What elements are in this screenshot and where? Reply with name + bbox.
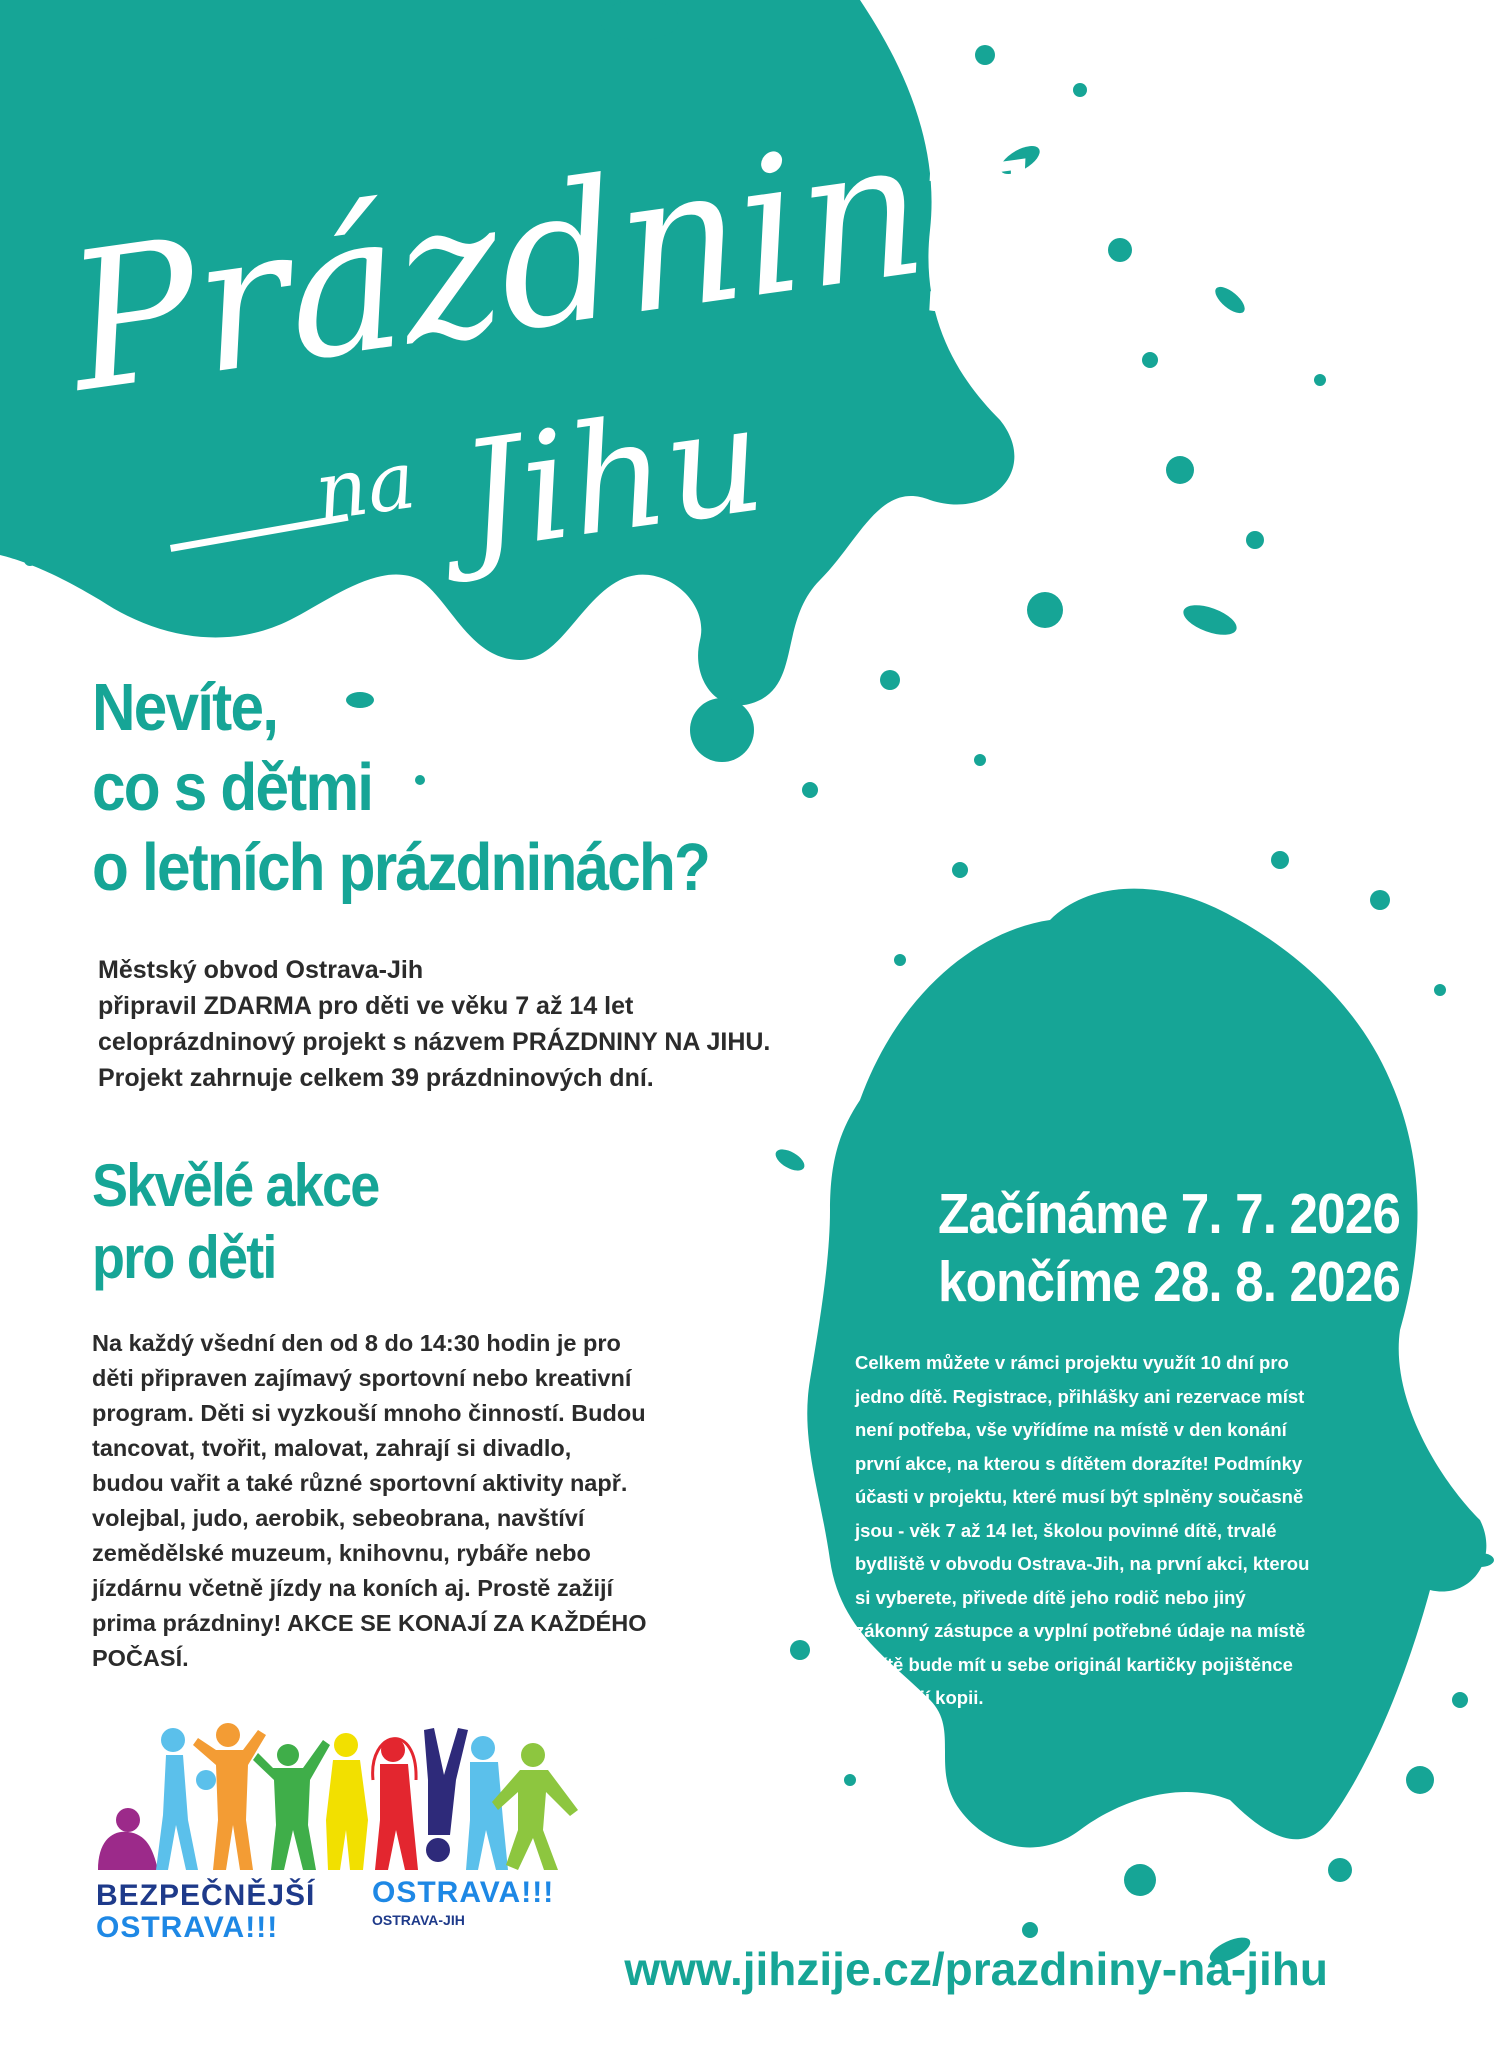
conditions-line: nebo její kopii. (855, 1687, 984, 1708)
title-line2: Jihu (450, 371, 774, 586)
headline-line2: co s dětmi (92, 750, 373, 825)
activities-line: volejbal, judo, aerobik, sebeobrana, navštíví (92, 1505, 585, 1531)
activities-line: děti připraven zajímavý sportovní nebo kreativní (92, 1365, 632, 1391)
conditions-paragraph (855, 1346, 1375, 1715)
conditions-line: jsou - věk 7 až 14 let, školou povinné dítě, trvalé (855, 1519, 1277, 1541)
intro-line: celoprázdninový projekt s názvem PRÁZDNINY NA JIHU. (98, 1028, 771, 1056)
intro-paragraph (98, 952, 898, 1096)
title-line1: Prázdniny (55, 81, 1044, 435)
activities-paragraph (92, 1326, 732, 1676)
ostrava-jih-logo (372, 1876, 554, 1928)
logo1-line2: OSTRAVA!!! (96, 1911, 279, 1944)
title-lettering (55, 81, 1044, 650)
conditions-line: si vyberete, přivede dítě jeho rodič nebo jiný (855, 1586, 1246, 1608)
end-date: končíme 28. 8. 2026 (937, 1250, 1400, 1314)
activities-line: budou vařit a také různé sportovní aktivity např. (92, 1470, 628, 1496)
conditions-line: není potřeba, vše vyřídíme na místě v den konání (855, 1419, 1287, 1440)
main-headline (92, 668, 709, 908)
section-heading (92, 1150, 378, 1294)
intro-line: připravil ZDARMA pro děti ve věku 7 až 14 let (98, 992, 634, 1020)
bezpecnejsi-ostrava-logo (96, 1880, 315, 1944)
activities-line: Na každý všední den od 8 do 14:30 hodin je pro (92, 1330, 621, 1356)
logo2-line2: OSTRAVA-JIH (372, 1912, 465, 1928)
figure-reading-icon (98, 1808, 158, 1870)
logo2-line1: OSTRAVA!!! (372, 1876, 555, 1909)
start-date: Začínáme 7. 7. 2026 (937, 1182, 1400, 1246)
conditions-line: bydliště v obvodu Ostrava-Jih, na první akci, kterou (855, 1553, 1310, 1574)
activities-line: jízdárnu včetně jízdy na koních aj. Prostě zažijí (92, 1575, 614, 1601)
activities-line: tancovat, tvořit, malovat, zahrají si divadlo, (92, 1435, 572, 1461)
figure-orange-icon (193, 1723, 266, 1870)
conditions-line: jedno dítě. Registrace, přihlášky ani rezervace míst (855, 1385, 1305, 1407)
subhead-line2: pro děti (92, 1224, 276, 1291)
logo1-line1: BEZPEČNĚJŠÍ (96, 1879, 316, 1912)
conditions-line: a dítě bude mít u sebe originál kartičky pojištěnce (855, 1653, 1293, 1675)
activities-line: POČASÍ. (92, 1645, 189, 1671)
figure-green-icon (253, 1740, 330, 1870)
figure-handstand-icon (424, 1728, 468, 1862)
conditions-line: Celkem můžete v rámci projektu využít 10 dní pro (855, 1352, 1289, 1373)
conditions-line: první akce, na kterou s dítětem dorazíte! Podmínky (855, 1452, 1303, 1474)
activities-line: zemědělské muzeum, knihovnu, rybáře nebo (92, 1540, 591, 1566)
headline-line1: Nevíte, (92, 670, 278, 745)
intro-line: Městský obvod Ostrava-Jih (98, 956, 424, 984)
headline-line3: o letních prázdninách? (92, 830, 710, 905)
conditions-line: účasti v projektu, které musí být splněny současně (855, 1486, 1304, 1507)
intro-line: Projekt zahrnuje celkem 39 prázdninových dní. (98, 1064, 654, 1092)
kids-silhouettes-logo (88, 1720, 588, 1870)
activities-line: prima prázdniny! AKCE SE KONAJÍ ZA KAŽDÉHO (92, 1610, 647, 1636)
dates-block (932, 1180, 1400, 1316)
figure-yellow-icon (326, 1733, 368, 1870)
title-line2-small: na (309, 432, 421, 539)
conditions-line: zákonný zástupce a vyplní potřebné údaje na místě (855, 1620, 1306, 1641)
activities-line: program. Děti si vyzkouší mnoho činností. Budou (92, 1400, 646, 1426)
figure-red-icon (373, 1738, 418, 1870)
subhead-line1: Skvělé akce (92, 1152, 379, 1219)
website-url[interactable]: www.jihzije.cz/prazdniny-na-jihu (624, 1943, 1328, 1995)
